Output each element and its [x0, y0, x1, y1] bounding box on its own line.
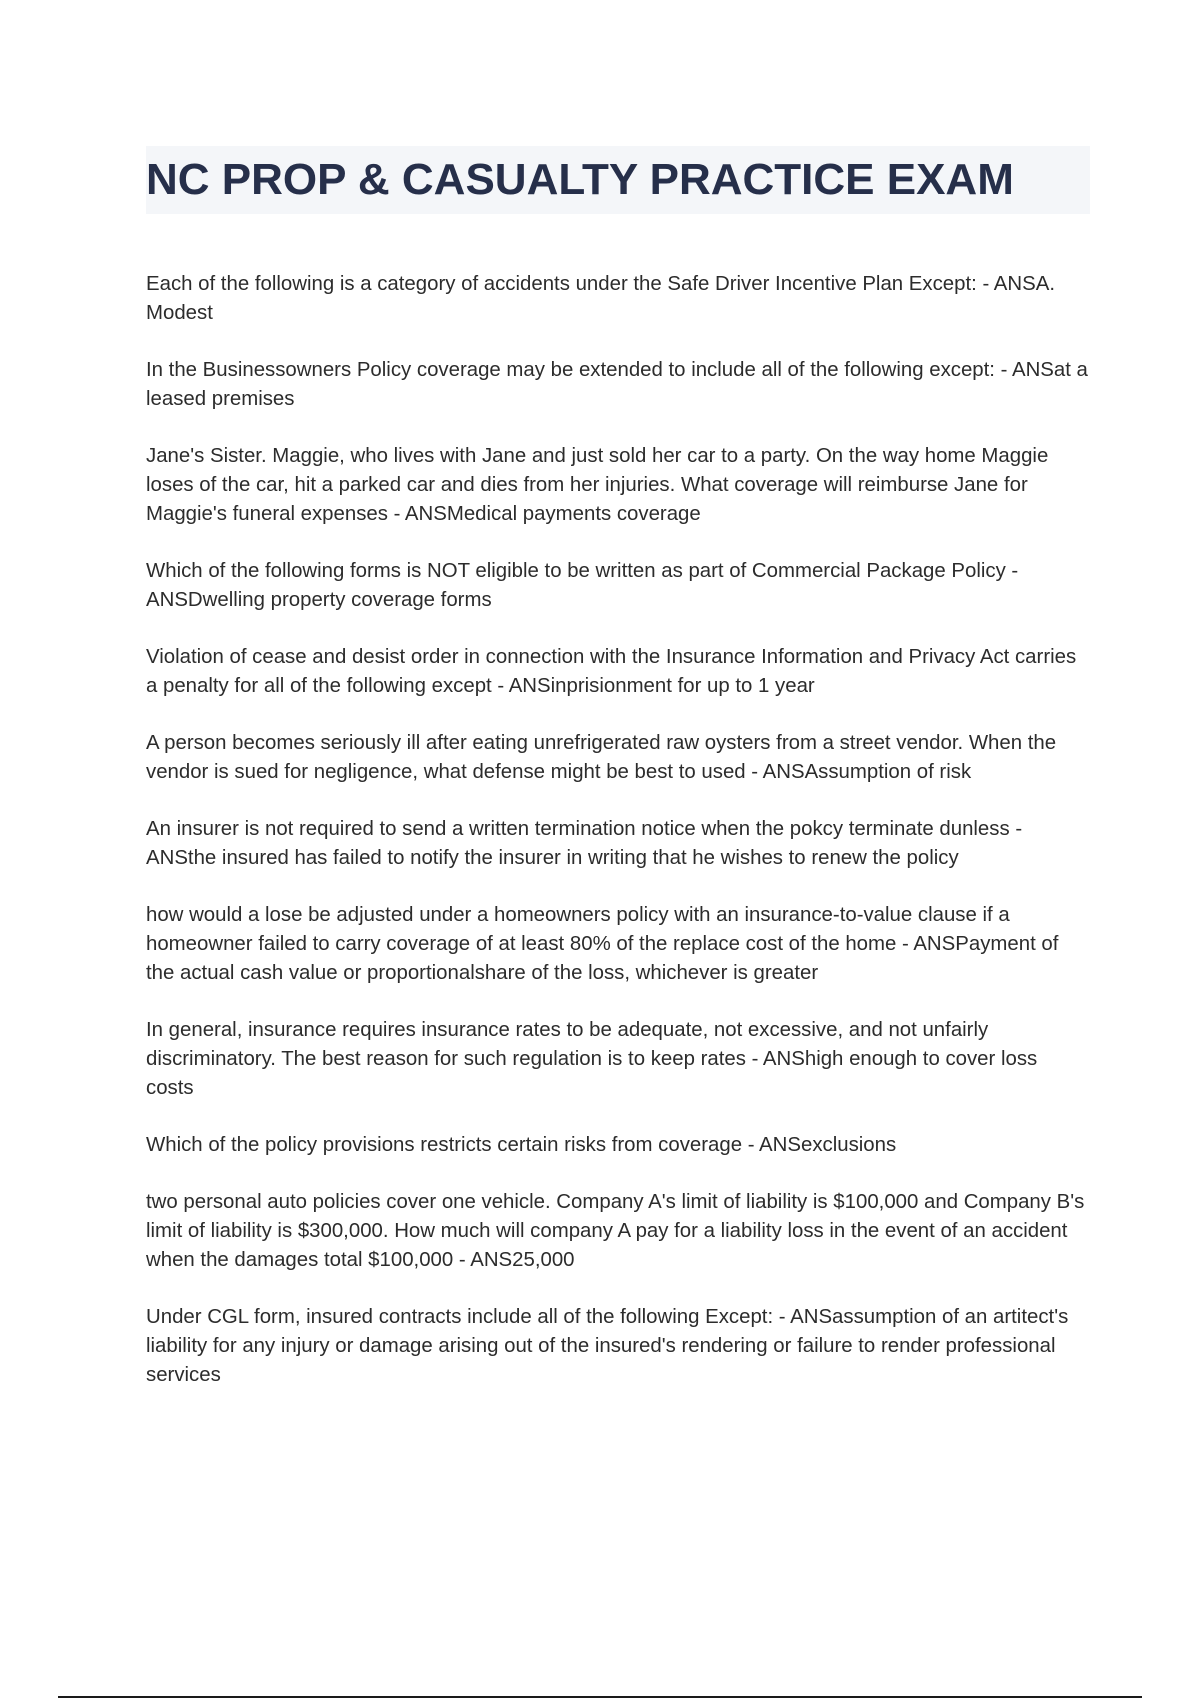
qa-item-2: In the Businessowners Policy coverage may be extended to include all of the following except: - ANSat a leased premises — [146, 359, 1088, 410]
qa-item-4: Which of the following forms is NOT eligible to be written as part of Commercial Package Policy - ANSDwelling property coverage forms — [146, 560, 1019, 611]
qa-item-3: Jane's Sister. Maggie, who lives with Jane and just sold her car to a party. On the way home Maggie loses of the car, hit a parked car and dies from her injuries. What coverage will reimburse Jane for Maggie's funeral expenses - ANSMedical payments coverage — [146, 445, 1049, 525]
qa-item-9: In general, insurance requires insurance rates to be adequate, not excessive, and not unfairly discriminatory. The best reason for such regulation is to keep rates - ANShigh enough to cover loss costs — [146, 1019, 1038, 1099]
qa-item-6: A person becomes seriously ill after eating unrefrigerated raw oysters from a street vendor. When the vendor is sued for negligence, what defense might be best to used - ANSAssumption of risk — [146, 732, 1057, 783]
qa-item-11: two personal auto policies cover one vehicle. Company A's limit of liability is $100,000 and Company B's limit of liability is $300,000. How much will company A pay for a liability loss in the event of an accident when the damages total $100,000 - ANS25,000 — [146, 1191, 1085, 1271]
qa-list — [146, 270, 1090, 1418]
qa-item-10: Which of the policy provisions restricts certain risks from coverage - ANSexclusions — [146, 1134, 897, 1156]
qa-item-5: Violation of cease and desist order in connection with the Insurance Information and Privacy Act carries a penalty for all of the following except - ANSinprisionment for up to 1 year — [146, 646, 1077, 697]
qa-item-8: how would a lose be adjusted under a homeowners policy with an insurance-to-value clause if a homeowner failed to carry coverage of at least 80% of the replace cost of the home - ANSPayment of the actual cash value or proportionalshare of the loss, whichever is greater — [146, 904, 1059, 984]
title-band — [146, 146, 1090, 214]
footer-divider — [58, 1696, 1142, 1698]
page-title: NC PROP & CASUALTY PRACTICE EXAM — [146, 155, 1014, 204]
qa-item-12: Under CGL form, insured contracts include all of the following Except: - ANSassumption of an artitect's liability for any injury or damage arising out of the insured's rendering or failure to render professional services — [146, 1306, 1069, 1386]
qa-item-7: An insurer is not required to send a written termination notice when the pokcy terminate dunless - ANSthe insured has failed to notify the insurer in writing that he wishes to renew the policy — [146, 818, 1023, 869]
qa-item-1: Each of the following is a category of accidents under the Safe Driver Incentive Plan Except: - ANSA. Modest — [146, 273, 1055, 324]
